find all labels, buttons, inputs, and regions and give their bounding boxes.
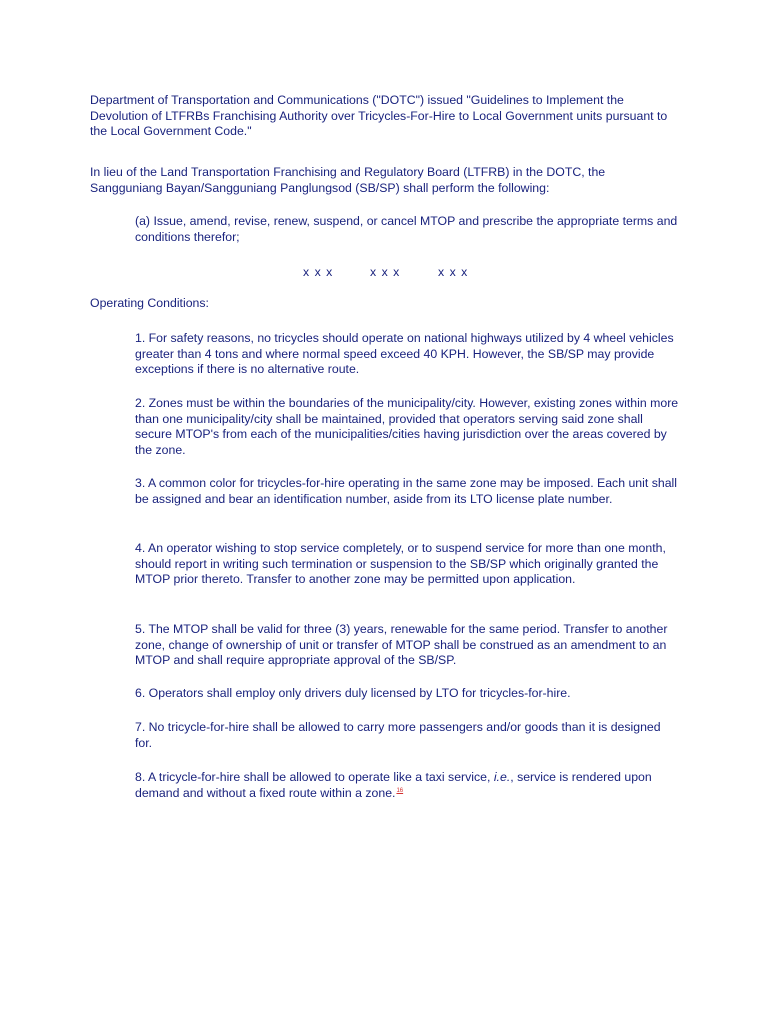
condition-item-5: 5. The MTOP shall be valid for three (3) years, renewable for the same period. Transfer to another zone, change of ownership of unit or transfer of MTOP shall be construed as an amendment to an MTOP and shall require appropriate approval of the SB/SP. [135, 622, 668, 668]
condition-item-2: 2. Zones must be within the boundaries of the municipality/city. However, existing zones within more than one municipality/city shall be maintained, provided that operators serving said zone shall secure MTOP's from each of the municipalities/cities having jurisdiction over the areas covered by the zone. [135, 396, 679, 457]
condition-item-8 [135, 770, 680, 801]
footnote-link[interactable]: 16 [396, 787, 404, 794]
condition-item-7: 7. No tricycle-for-hire shall be allowed to carry more passengers and/or goods than it is designed for. [135, 720, 661, 750]
condition-item-6: 6. Operators shall employ only drivers duly licensed by LTO for tricycles-for-hire. [135, 686, 571, 700]
intro-paragraph-ltfrb: In lieu of the Land Transportation Franchising and Regulatory Board (LTFRB) in the DOTC, the Sangguniang Bayan/Sangguniang Panglungsod (SB/SP) shall perform the following: [90, 165, 606, 195]
ellipsis-mark: x x x [370, 265, 401, 279]
condition-item-3: 3. A common color for tricycles-for-hire operating in the same zone may be imposed. Each unit shall be assigned and bear an identification number, aside from its LTO license plate number. [135, 476, 677, 506]
ellipsis-mark: x x x [438, 265, 469, 279]
condition-item-4: 4. An operator wishing to stop service completely, or to suspend service for more than one month, should report in writing such termination or suspension to the SB/SP which originally granted the MTOP prior thereto. Transfer to another zone may be permitted upon application. [135, 541, 666, 587]
condition-item-8-start: 8. A tricycle-for-hire shall be allowed to operate like a taxi service, [135, 770, 494, 784]
operating-conditions-heading: Operating Conditions: [90, 296, 209, 310]
condition-item-8-end: , service is rendered upon demand and without a fixed route within a zone. [135, 770, 652, 800]
intro-paragraph-dotc: Department of Transportation and Communications ("DOTC") issued "Guidelines to Implement the Devolution of LTFRBs Franchising Authority over Tricycles-For-Hire to Local Government units pursuant to the Local Government Code." [90, 93, 668, 139]
condition-item-8-italic: i.e. [493, 770, 511, 784]
ellipsis-row [0, 265, 768, 281]
item-a: (a) Issue, amend, revise, renew, suspend, or cancel MTOP and prescribe the appropriate terms and conditions therefor; [135, 214, 678, 244]
condition-item-1: 1. For safety reasons, no tricycles should operate on national highways utilized by 4 wheel vehicles greater than 4 tons and where normal speed exceed 40 KPH. However, the SB/SP may provide exceptions if there is no alternative route. [135, 331, 674, 377]
ellipsis-mark: x x x [303, 265, 334, 279]
